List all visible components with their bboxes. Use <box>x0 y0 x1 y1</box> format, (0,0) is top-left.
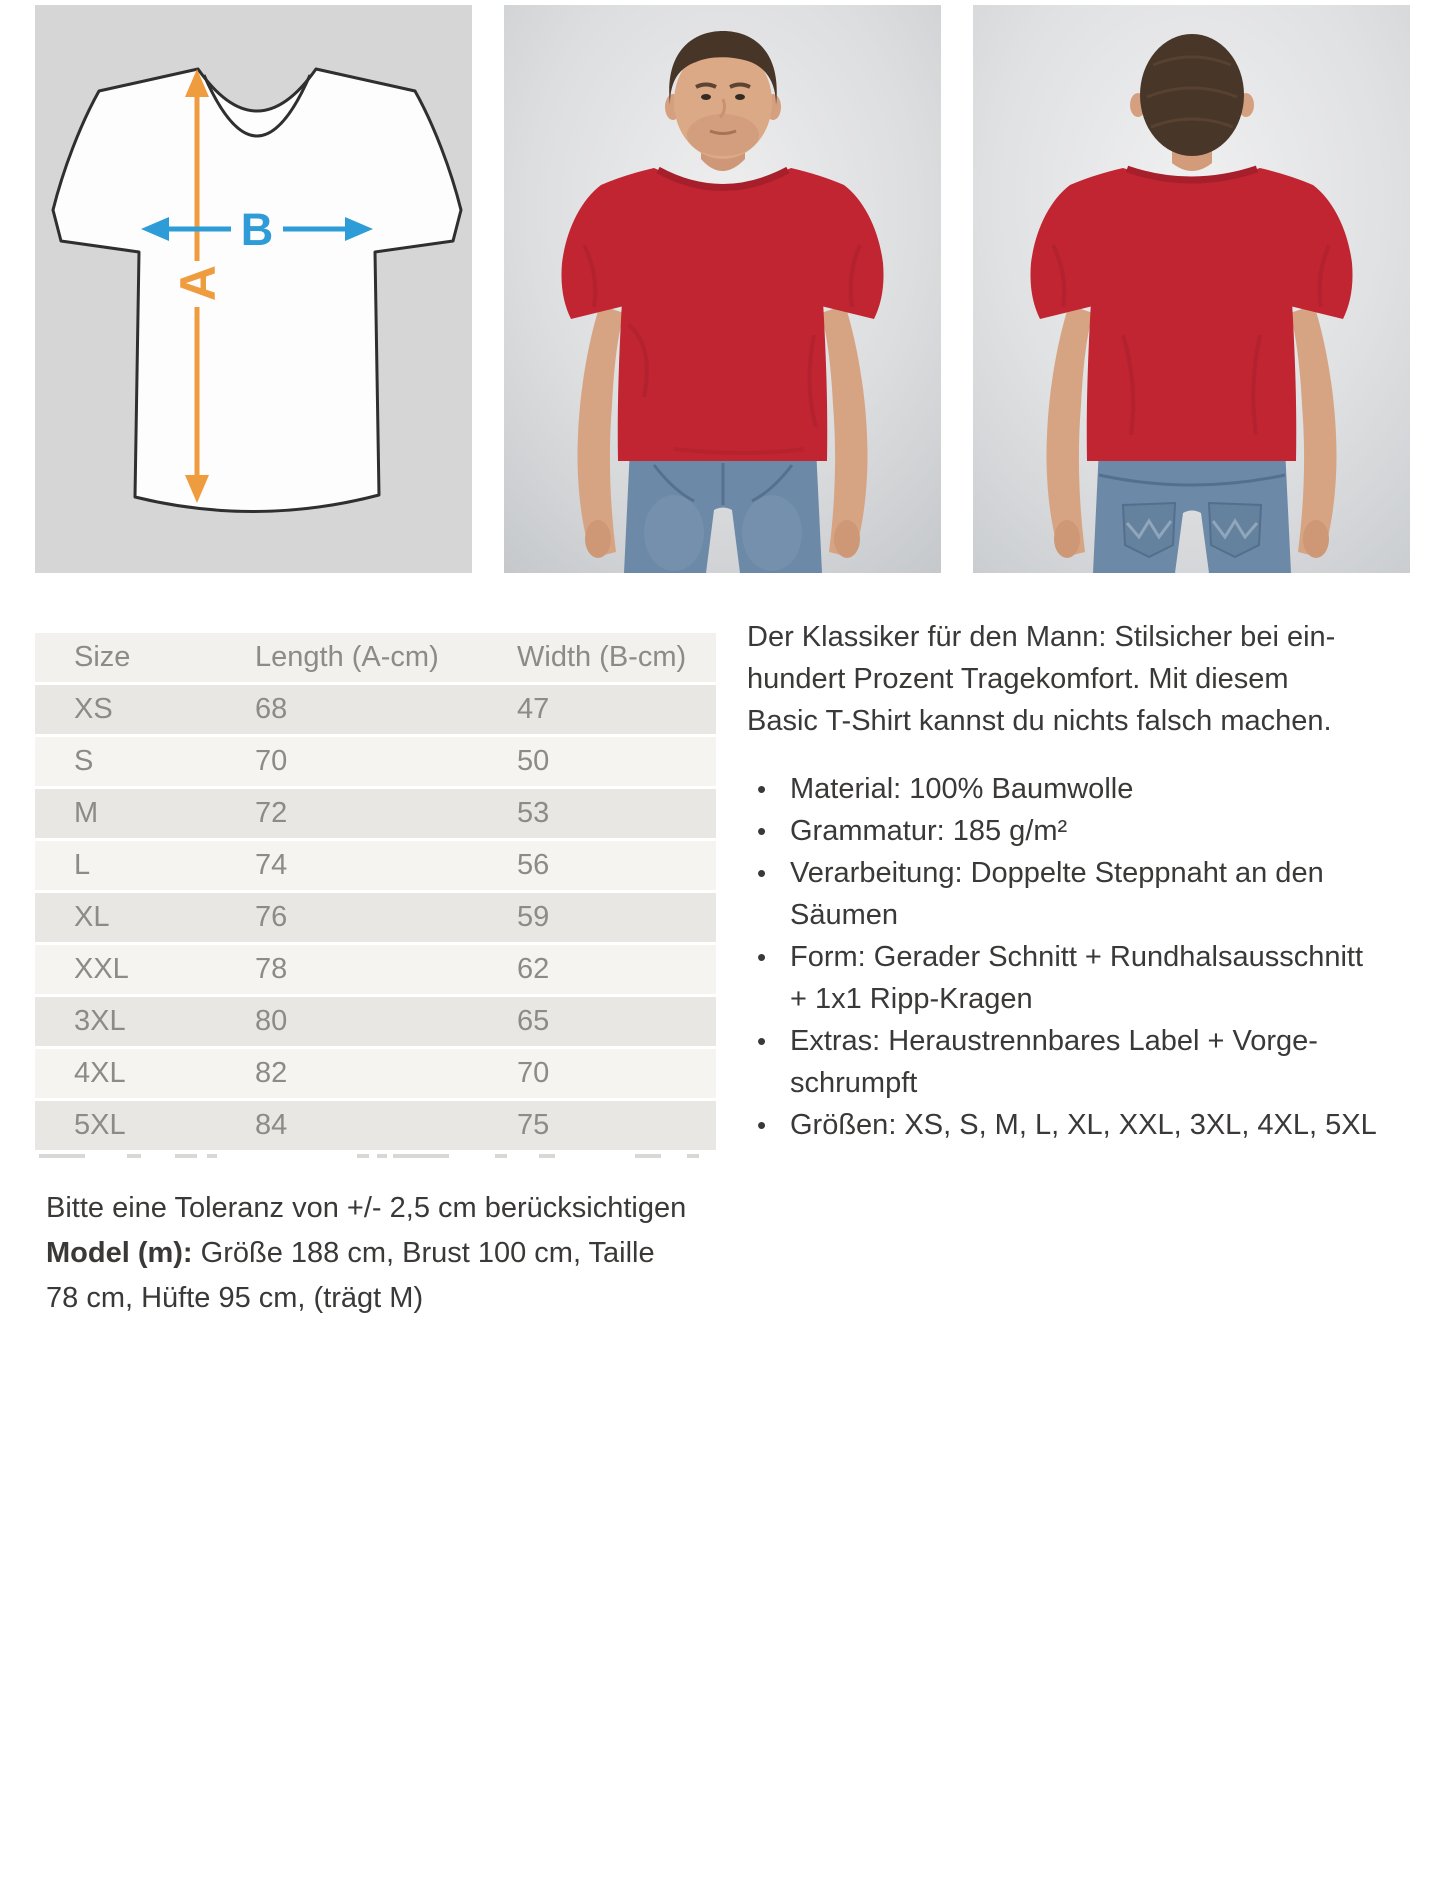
table-cell: XL <box>74 901 110 933</box>
model-note-line2: 78 cm, Hüfte 95 cm, (trägt M) <box>46 1282 424 1314</box>
model-front-illustration <box>504 5 941 573</box>
model-front-photo <box>504 5 941 573</box>
table-cell: M <box>74 797 99 829</box>
table-cell: 50 <box>517 745 550 777</box>
table-row <box>35 1101 716 1153</box>
description-intro <box>747 616 1419 742</box>
bullet-line: Form: Gerader Schnitt + Rundhalsausschnitt <box>790 941 1364 973</box>
table-cell: 5XL <box>74 1109 126 1141</box>
table-cell: 75 <box>517 1109 550 1141</box>
bullet-marker: • <box>757 1110 767 1140</box>
bullet-item <box>747 852 1419 936</box>
bullet-item <box>747 768 1419 810</box>
bullet-line: schrumpft <box>790 1067 918 1099</box>
table-cell: 72 <box>255 797 288 829</box>
table-cell: 76 <box>255 901 288 933</box>
bullet-line: Größen: XS, S, M, L, XL, XXL, 3XL, 4XL, 5XL <box>790 1109 1377 1141</box>
bullet-line: Material: 100% Baumwolle <box>790 773 1134 805</box>
table-cell: S <box>74 745 94 777</box>
table-row <box>35 789 716 841</box>
bullet-text <box>790 852 1324 936</box>
table-row <box>35 841 716 893</box>
table-cell: XXL <box>74 953 129 985</box>
bullet-text <box>790 810 1067 852</box>
description-bullet-list <box>747 768 1419 1146</box>
bullet-line: + 1x1 Ripp-Kragen <box>790 983 1033 1015</box>
bullet-marker: • <box>757 816 767 846</box>
column-header-size: Size <box>74 641 131 673</box>
size-table-body <box>35 685 716 1153</box>
bullet-line: Säumen <box>790 899 899 931</box>
table-cell: XS <box>74 693 113 725</box>
bullet-marker: • <box>757 774 767 804</box>
bullet-item <box>747 810 1419 852</box>
bullet-text <box>790 768 1133 810</box>
model-label: Model (m): <box>46 1237 193 1269</box>
table-cell: 82 <box>255 1057 288 1089</box>
table-row <box>35 945 716 997</box>
measurement-notes <box>46 1186 706 1321</box>
bullet-text <box>790 1104 1377 1146</box>
table-cell: 84 <box>255 1109 288 1141</box>
description-line: Basic T-Shirt kannst du nichts falsch machen. <box>747 705 1332 737</box>
table-cell: 74 <box>255 849 288 881</box>
bullet-text <box>790 936 1363 1020</box>
table-cell: 56 <box>517 849 550 881</box>
table-cell: 62 <box>517 953 550 985</box>
table-cell: 59 <box>517 901 550 933</box>
table-row <box>35 893 716 945</box>
size-table-header <box>35 633 716 685</box>
table-cell: L <box>74 849 91 881</box>
column-header-length: Length (A-cm) <box>255 641 439 673</box>
bullet-item <box>747 1020 1419 1104</box>
bullet-marker: • <box>757 942 767 972</box>
description-line: Der Klassiker für den Mann: Stilsicher bei ein- <box>747 621 1336 653</box>
label-b: B <box>240 204 274 256</box>
table-row <box>35 737 716 789</box>
table-cell: 53 <box>517 797 550 829</box>
model-note-line1: Model (m): Größe 188 cm, Brust 100 cm, Taille <box>46 1237 655 1269</box>
table-cell: 80 <box>255 1005 288 1037</box>
bullet-item <box>747 1104 1419 1146</box>
table-cell: 3XL <box>74 1005 126 1037</box>
table-cell: 4XL <box>74 1057 126 1089</box>
table-cell: 70 <box>517 1057 550 1089</box>
bullet-line: Extras: Heraustrennbares Label + Vorge- <box>790 1025 1318 1057</box>
bullet-line: Verarbeitung: Doppelte Steppnaht an den <box>790 857 1324 889</box>
size-table <box>35 633 716 1168</box>
table-row <box>35 685 716 737</box>
table-cell: 65 <box>517 1005 550 1037</box>
bullet-line: Grammatur: 185 g/m² <box>790 815 1068 847</box>
table-cell: 78 <box>255 953 288 985</box>
truncated-row <box>35 1154 716 1168</box>
column-header-width: Width (B-cm) <box>517 641 687 673</box>
model-back-illustration <box>973 5 1410 573</box>
size-diagram <box>35 5 472 573</box>
description-line: hundert Prozent Tragekomfort. Mit diesem <box>747 663 1289 695</box>
bullet-marker: • <box>757 1026 767 1056</box>
product-description <box>747 616 1419 1146</box>
table-row <box>35 1049 716 1101</box>
tshirt-measure-illustration <box>35 5 472 573</box>
label-a: A <box>170 264 226 302</box>
bullet-text <box>790 1020 1318 1104</box>
bullet-item <box>747 936 1419 1020</box>
tolerance-note: Bitte eine Toleranz von +/- 2,5 cm berücksichtigen <box>46 1192 687 1224</box>
table-row <box>35 997 716 1049</box>
table-cell: 70 <box>255 745 288 777</box>
table-cell: 68 <box>255 693 288 725</box>
model-back-photo <box>973 5 1410 573</box>
table-cell: 47 <box>517 693 550 725</box>
bullet-marker: • <box>757 858 767 888</box>
